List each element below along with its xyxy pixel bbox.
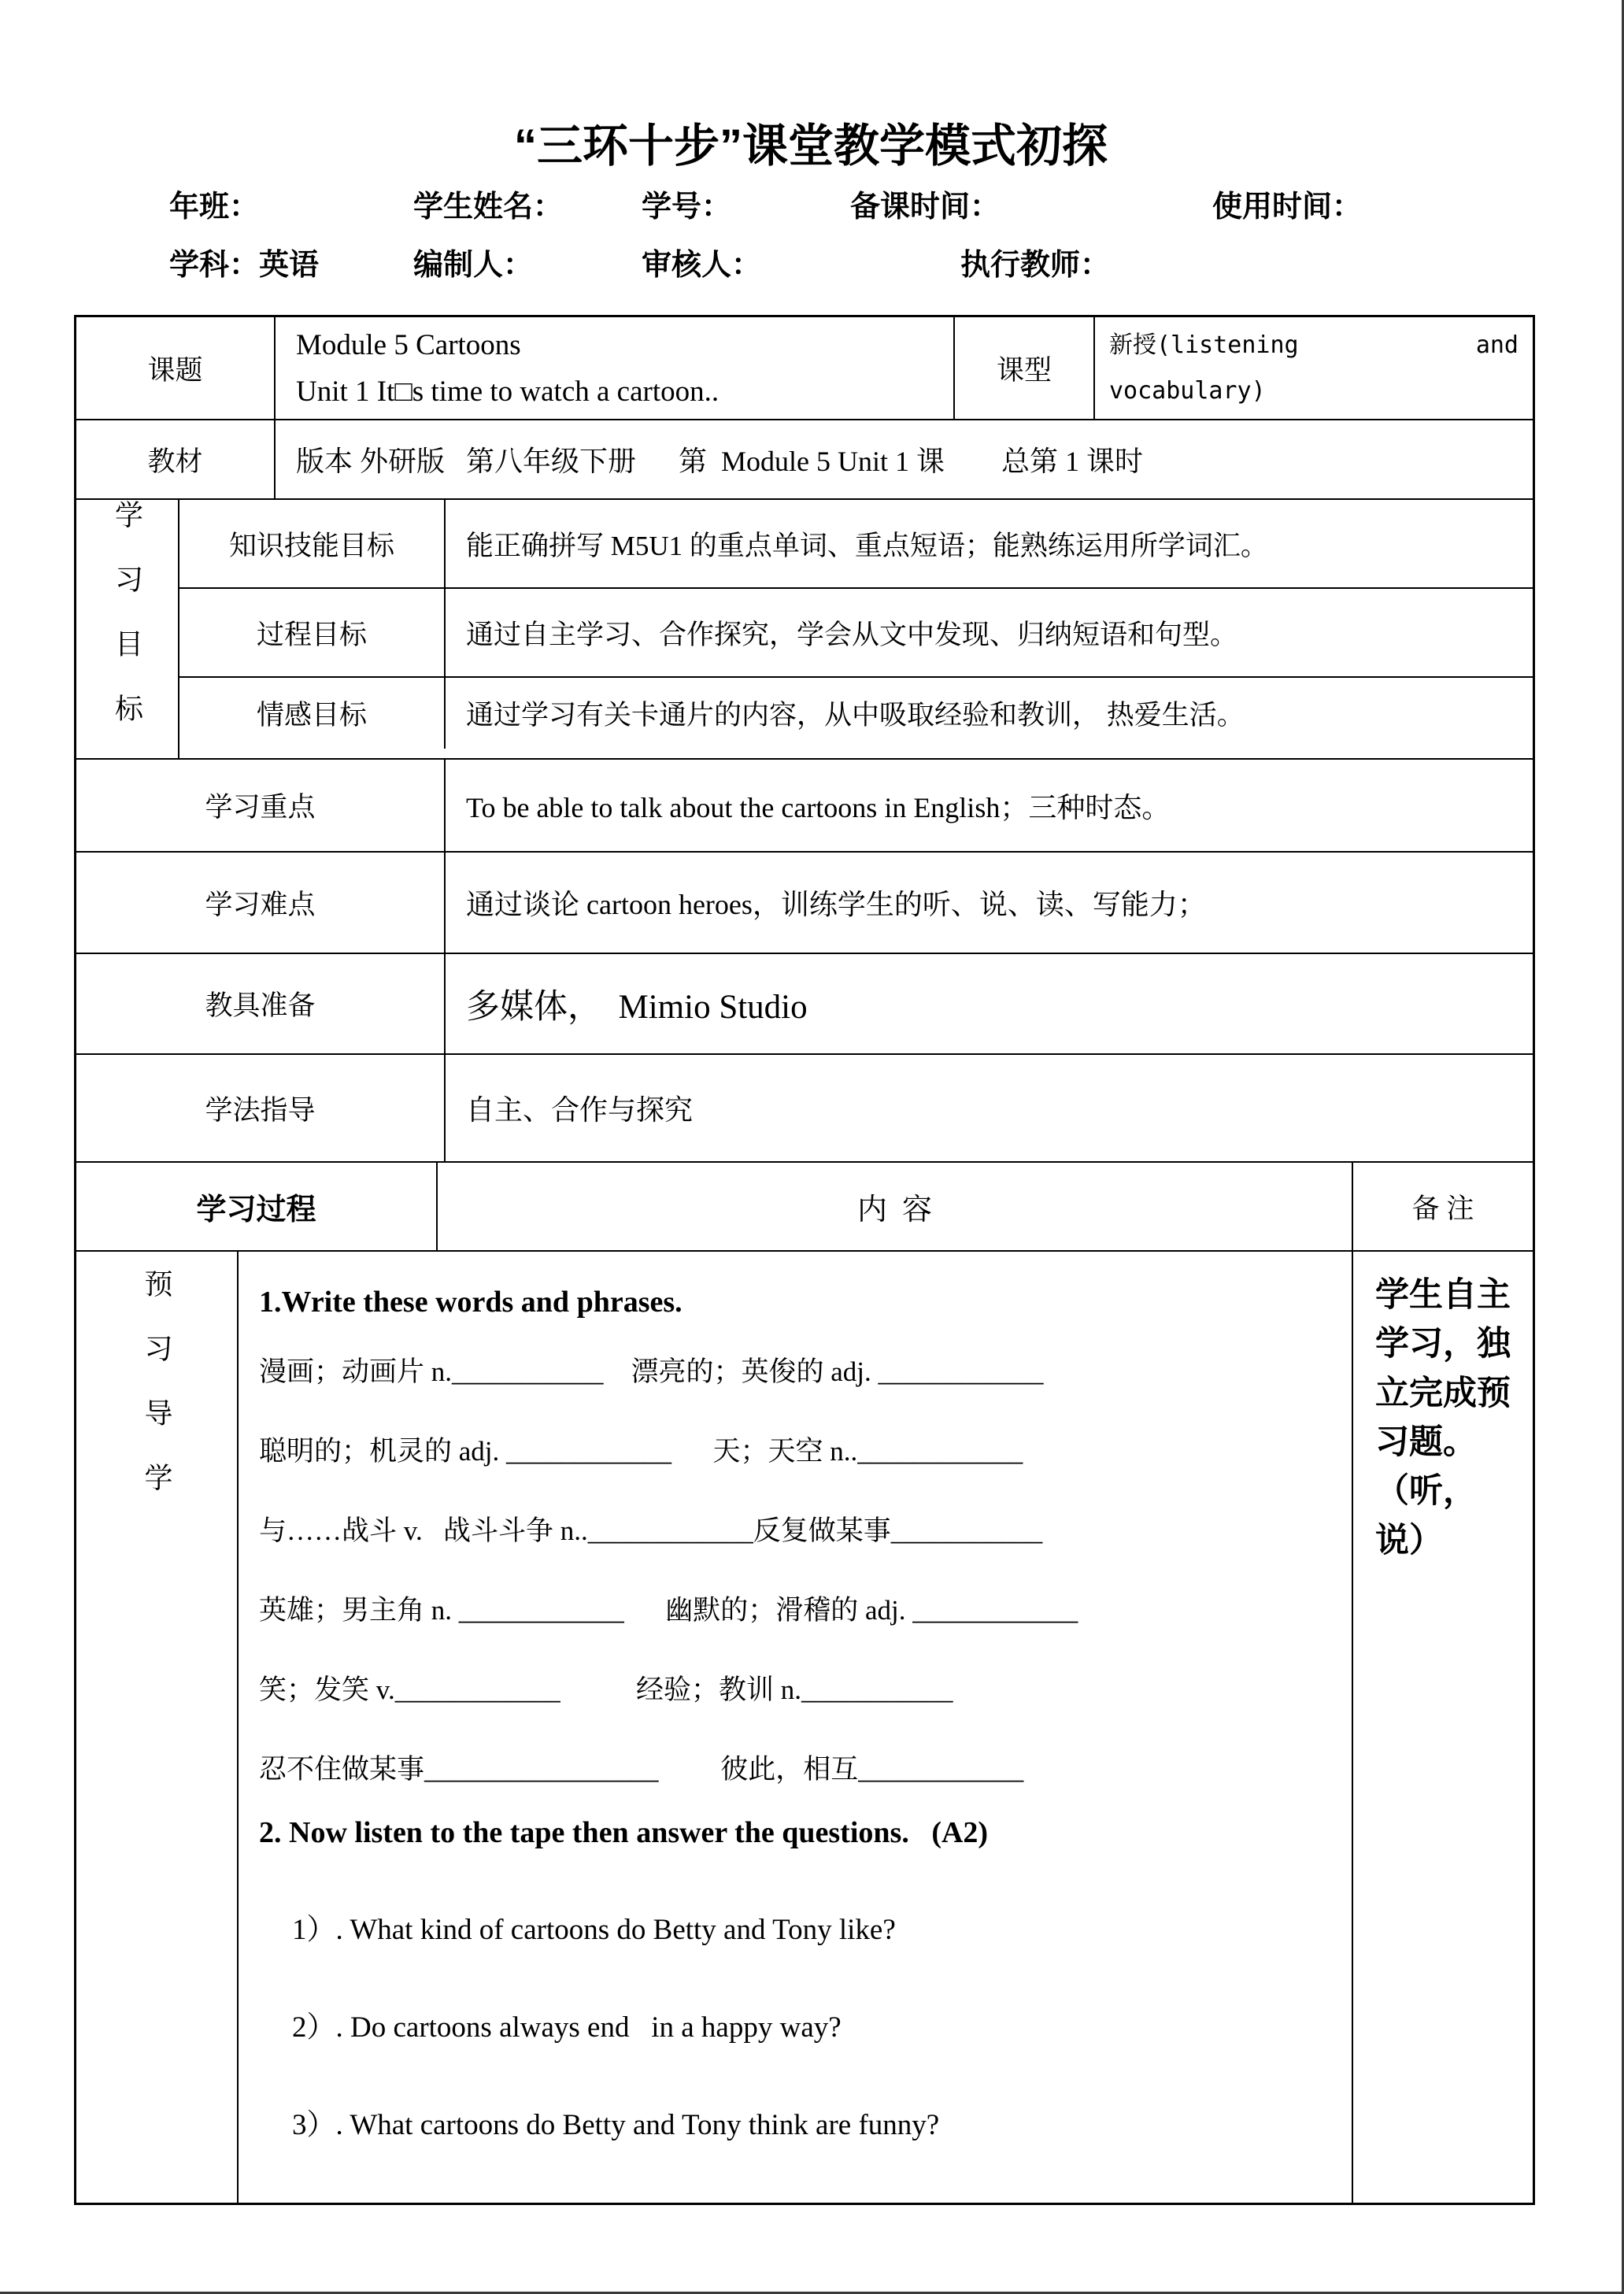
learning-goals-list [179,500,1533,758]
key-point-row [76,760,1533,853]
difficulty-row [76,853,1533,954]
row-label: 学习难点 [76,853,446,953]
goal-row-emotion [179,678,1533,749]
field-use-time: 使用时间： [1212,191,1363,224]
field-grade-class: 年班： [169,191,260,224]
course-type-line1-left: 新授(listening [1109,331,1299,359]
lesson-info-table [74,315,1535,2205]
goal-row-process [179,589,1533,678]
textbook-label-cell: 教材 [76,420,276,498]
learning-goals-label-cell [76,500,179,758]
field-reviewer: 审核人： [642,249,762,282]
field-prep-time: 备课时间： [850,191,1001,224]
header-info [169,189,1523,283]
row-text: 通过谈论 cartoon heroes，训练学生的听、说、读、写能力； [466,889,1206,920]
side-note-cell: 学生自主学习，独立完成预习题。（听，说） [1375,1276,1511,1560]
process-header-remarks: 备 注 [1411,1193,1474,1224]
topic-line-2: Unit 1 It□s time to watch a cartoon.. [296,375,720,408]
preview-guide-row [76,1252,1533,2203]
question-item: 1）. What kind of cartoons do Betty and Tony like? [292,1914,896,1946]
learning-goals-label: 学习目标 [111,500,143,758]
goal-text: 通过学习有关卡通片的内容，从中吸取经验和教训， 热爱生活。 [466,700,1245,731]
question-item: 2）. Do cartoons always end in a happy way? [292,2011,842,2044]
header-line-2 [169,247,1523,283]
vocab-line: 与……战斗 v. 战斗斗争 n..____________反复做某事___________ [259,1515,1043,1546]
goal-name: 过程目标 [179,589,446,676]
row-text: To be able to talk about the cartoons in English；三种时态。 [466,791,1171,823]
row-text: 多媒体， Mimio Studio [466,988,808,1026]
vocab-line: 笑；发笑 v.____________ 经验；教训 n.___________ [259,1674,953,1705]
topic-label-cell: 课题 [76,317,276,419]
goal-text: 通过自主学习、合作探究，学会从文中发现、归纳短语和句型。 [466,619,1238,650]
topic-line-1: Module 5 Cartoons [296,328,521,361]
field-subject: 学科：英语 [169,249,320,282]
course-type-line2: vocabulary) [1109,376,1266,405]
process-header-row [76,1163,1533,1252]
question-item: 3）. What cartoons do Betty and Tony think are funny? [292,2109,940,2141]
process-header-content: 内 容 [438,1163,1353,1250]
preview-guide-label-cell [76,1252,239,2203]
goal-text: 能正确拼写 M5U1 的重点单词、重点短语；能熟练运用所学词汇。 [466,530,1268,561]
section2-title: 2. Now listen to the tape then answer the questions. (A2) [259,1816,989,1849]
vocab-line: 忍不住做某事_________________ 彼此，相互____________ [259,1754,1024,1785]
section1-title: 1.Write these words and phrases. [259,1286,683,1319]
field-student-number: 学号： [642,191,732,224]
row-label: 学法指导 [76,1055,446,1161]
row-label: 教具准备 [76,954,446,1053]
preview-content-cell [239,1252,1353,2203]
topic-value-cell [276,317,955,419]
goal-row-knowledge [179,500,1533,589]
course-type-label-cell: 课型 [955,317,1095,419]
page-title: “三环十步”课堂教学模式初探 [513,120,1108,172]
preview-guide-label: 预习导学 [141,1269,172,1527]
course-type-value [1095,323,1533,414]
goal-name: 知识技能目标 [179,500,446,587]
goal-name: 情感目标 [179,678,446,749]
field-compiler: 编制人： [413,249,534,282]
header-line-1 [169,189,1523,225]
vocab-line: 聪明的；机灵的 adj. ____________ 天；天空 n..____________ [259,1436,1023,1467]
row-label: 学习重点 [76,760,446,851]
teaching-aids-row [76,954,1533,1055]
textbook-row [76,420,1533,500]
textbook-value-cell: 版本 外研版 第八年级下册 第 Module 5 Unit 1 课 总第 1 课时 [296,446,1143,477]
vocab-line: 漫画；动画片 n.___________ 漂亮的；英俊的 adj. ____________ [259,1356,1044,1387]
course-type-value-cell [1095,317,1533,419]
method-guidance-row [76,1055,1533,1163]
row-text: 自主、合作与探究 [466,1094,694,1126]
process-header-left: 学习过程 [76,1163,438,1250]
topic-row [76,317,1533,420]
vocab-line: 英雄；男主角 n. ____________ 幽默的；滑稽的 adj. ____________ [259,1595,1078,1626]
field-student-name: 学生姓名： [413,191,564,224]
learning-goals-rows [76,500,1533,760]
field-executing-teacher: 执行教师： [960,249,1111,282]
course-type-line1-right: and [1475,331,1519,359]
